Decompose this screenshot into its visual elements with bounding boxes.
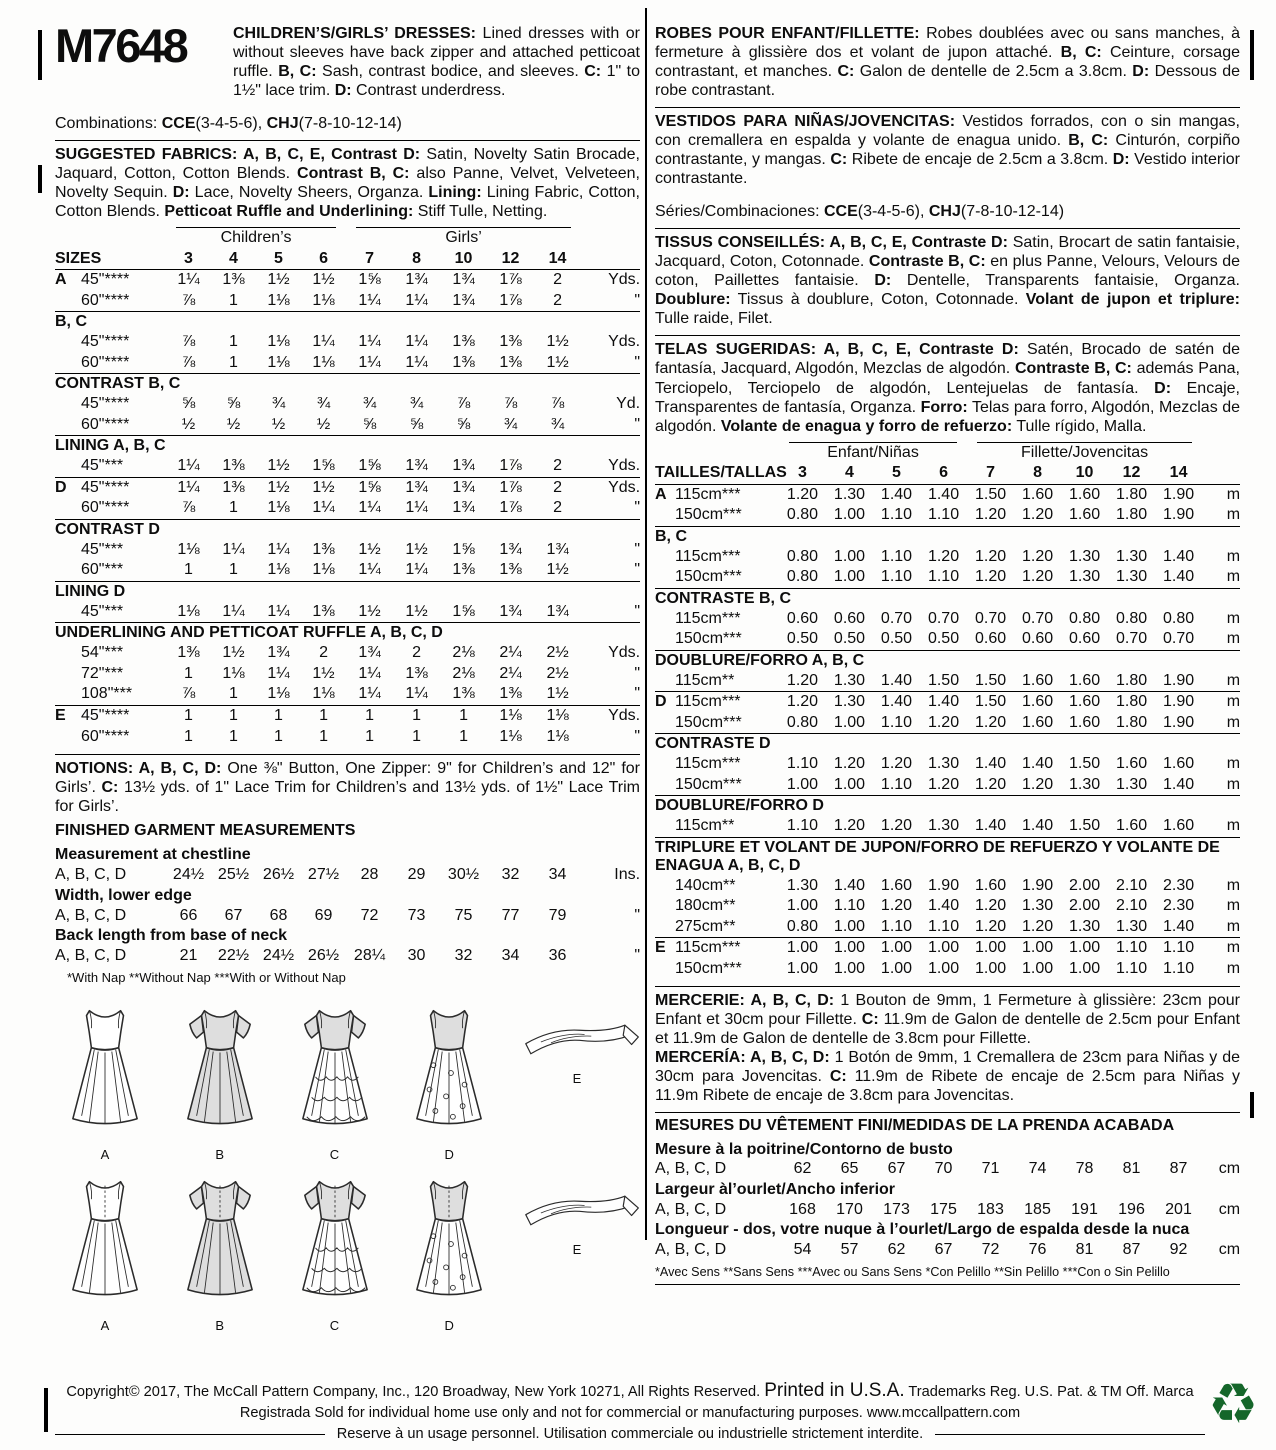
table-row: A 45"**** 1¼ 1⅜ 1½ 1½ 1⅝ 1¾ 1¾ 1⅞ 2 Yds. <box>55 270 640 291</box>
description-en: CHILDREN’S/GIRLS’ DRESSES: Lined dresses with or without sleeves have back zipper and attached petticoat ruffle. B, C: Sash, contrast bodice, and sleeves. C: 1" to 1½" lace trim. D: Contrast underdress. <box>233 25 640 100</box>
table-row: A, B, C, D 24½ 25½ 26½ 27½ 28 29 30½ 32 34 Ins. <box>55 866 641 884</box>
table-section-row: CONTRAST B, C <box>55 374 640 394</box>
table-section-row: Width, lower edge <box>55 886 192 904</box>
dress-b-back-illustration <box>170 1170 270 1333</box>
table-row: A, B, C, D 21 22½ 24½ 26½ 28¼ 30 32 34 36 " <box>55 947 641 965</box>
table-row: 115cm*** 0.80 1.00 1.10 1.20 1.20 1.20 1.30 1.30 1.40 m <box>675 547 1241 565</box>
sash-e-drawing <box>514 1015 640 1069</box>
dress-b-illustration <box>170 999 270 1162</box>
footer <box>55 1380 1205 1442</box>
table-row: A, B, C, D 66 67 68 69 72 73 75 77 79 " <box>55 906 641 924</box>
dress-b-drawing <box>170 999 270 1145</box>
tissus-conseilles: TISSUS CONSEILLÉS: A, B, C, E, Contraste D: Satin, Brocart de satin fantaisie, Jacquard, Coton, Cotonnade. Contraste B, C: en plus Panne, Velours, Velours de coton, Paillettes fantaisie. D: Dentelle, Transparents fantaisie, Organza. Doublure: Tissus à doublure, Coton, Cotonnade. Volant de jupon et triplure: Tulle raide, Filet. <box>655 228 1240 328</box>
registration-mark <box>1250 1092 1254 1118</box>
table-row: 45"*** 1¼ 1⅜ 1½ 1⅝ 1⅝ 1¾ 1¾ 1⅞ 2 Yds. <box>81 457 641 475</box>
sash-e-illustration <box>514 1015 640 1086</box>
dress-c-back-drawing <box>285 1170 385 1316</box>
header <box>55 19 640 100</box>
registration-mark <box>38 165 42 193</box>
table-row: 54"*** 1⅜ 1½ 1¾ 2 1¾ 2 2⅛ 2¼ 2½ Yds. <box>81 644 641 662</box>
sash-e-back-drawing <box>514 1186 640 1240</box>
dress-label: D <box>444 1317 454 1333</box>
dress-a-drawing <box>55 999 155 1145</box>
description-fr: ROBES POUR ENFANT/FILLETTE: Robes doublées avec ou sans manches, à fermeture à glissière dos et volant de jupon attaché. B, C: Ceinture, corsage contrastant, et manches. C: Galon de dentelle de 2.5cm a 3.8cm. D: Dessous de robe contrastant. <box>655 25 1241 100</box>
french-spanish-column <box>655 24 1240 1285</box>
dress-d-illustration <box>399 999 499 1162</box>
dress-label: C <box>329 1317 340 1333</box>
group-header-enfant: Enfant/Niñas <box>779 441 967 464</box>
finished-measurements-table-en <box>55 845 640 966</box>
table-row: 275cm** 0.80 1.00 1.10 1.10 1.20 1.20 1.30 1.30 1.40 m <box>675 917 1241 935</box>
table-row: 60"**** ⅞ 1 1⅛ 1⅛ 1¼ 1¼ 1¾ 1⅞ 2 " <box>81 291 641 309</box>
column-divider <box>645 8 647 1240</box>
table-row: SIZES 3 4 5 6 7 8 10 12 14 <box>55 249 567 267</box>
dress-label: E <box>572 1241 582 1257</box>
dress-b-back-drawing <box>170 1170 270 1316</box>
registration-mark <box>38 30 42 80</box>
table-section-row: DOUBLURE/FORRO D <box>655 796 1240 816</box>
dress-c-illustration <box>285 999 385 1162</box>
mesures-title: MESURES DU VÊTEMENT FINI/MEDIDAS DE LA PRENDA ACABADA <box>655 1112 1240 1135</box>
yardage-table-en <box>55 226 640 747</box>
table-section-row: CONTRASTE B, C <box>655 588 1240 608</box>
dress-a-back-drawing <box>55 1170 155 1316</box>
home-use-line: Registrada Sold for individual home use only and not for commercial or manufacturing purposes. www.mccallpattern.com <box>239 1405 1021 1421</box>
table-row: 60"**** ½ ½ ½ ½ ⅝ ⅝ ⅝ ¾ ¾ " <box>81 415 641 433</box>
table-section-row: Longueur - dos, votre nuque à l’ourlet/Largo de espalda desde la nuca <box>655 1221 1190 1239</box>
printed-in-usa: Printed in U.S.A. <box>764 1380 905 1401</box>
group-header-childrens: Children’s <box>166 226 346 249</box>
table-section-row: LINING A, B, C <box>55 436 640 456</box>
group-header-row <box>55 226 640 249</box>
dress-label: D <box>444 1146 454 1162</box>
table-row: A 115cm*** 1.20 1.30 1.40 1.40 1.50 1.60 1.60 1.80 1.90 m <box>655 484 1240 505</box>
table-row: 72"*** 1 1⅛ 1¼ 1½ 1¼ 1⅜ 2⅛ 2¼ 2½ " <box>81 664 641 682</box>
table-row: A, B, C, D 168 170 173 175 183 185 191 196 201 cm <box>655 1200 1241 1218</box>
dress-c-back-illustration <box>285 1170 385 1333</box>
table-section-row: DOUBLURE/FORRO A, B, C <box>655 650 1240 670</box>
dress-c-drawing <box>285 999 385 1145</box>
table-row: 140cm** 1.30 1.40 1.60 1.90 1.60 1.90 2.00 2.10 2.30 m <box>675 876 1241 894</box>
finished-measurements-table-metric <box>655 1140 1240 1261</box>
illustration-row-front <box>55 999 640 1162</box>
table-row: 150cm*** 0.50 0.50 0.50 0.50 0.60 0.60 0.60 0.70 0.70 m <box>675 630 1241 648</box>
table-row: TAILLES/TALLAS 3 4 5 6 7 8 10 12 14 <box>655 464 1188 482</box>
merceria: MERCERÍA: A, B, C, D: 1 Botón de 9mm, 1 Cremallera de 23cm para Niñas y de 30cm para Jovencitas. C: 11.9m de Ribete de encaje de 2.5cm para Niñas y 11.9m Ribete de encaje de 3.8cm para Jovencitas. <box>655 1049 1240 1105</box>
group-header-girls: Girls’ <box>346 226 581 249</box>
table-row: 115cm*** 0.60 0.60 0.70 0.70 0.70 0.70 0.80 0.80 0.80 m <box>675 609 1241 627</box>
table-row: 60"**** ⅞ 1 1⅛ 1¼ 1¼ 1¼ 1¾ 1⅞ 2 " <box>81 499 641 517</box>
sash-e-back-illustration <box>514 1186 640 1257</box>
table-section-row: B, C <box>655 526 1240 546</box>
dress-label: C <box>329 1146 340 1162</box>
recycle-icon: ♻ <box>1208 1372 1259 1435</box>
table-row: 45"*** 1⅛ 1¼ 1¼ 1⅜ 1½ 1½ 1⅝ 1¾ 1¾ " <box>81 540 641 558</box>
yardage-table-metric <box>655 441 1240 980</box>
dress-label: B <box>215 1146 225 1162</box>
table-row: 60"**** 1 1 1 1 1 1 1 1⅛ 1⅛ " <box>81 727 641 745</box>
series-line: Séries/Combinaciones: CCE(3-4-5-6), CHJ(7-8-10-12-14) <box>655 203 1065 221</box>
table-section-row: CONTRAST D <box>55 520 640 540</box>
sens-pelillo-footnote: *Avec Sens **Sans Sens ***Avec ou Sans Sens *Con Pelillo **Sin Pelillo ***Con o Sin Pelillo <box>655 1265 1240 1285</box>
table-section-row: Back length from base of neck <box>55 927 288 945</box>
notions: NOTIONS: A, B, C, D: One ⅜" Button, One Zipper: 9" for Children’s and 12" for Girls’. C: 13½ yds. of 1" Lace Trim for Children’s and 13½ yds. of 1½" Lace Trim for Girls’. <box>55 754 640 816</box>
table-row: 150cm*** 0.80 1.00 1.10 1.20 1.20 1.60 1.60 1.80 1.90 m <box>675 713 1241 731</box>
illustration-row-back <box>55 1170 640 1333</box>
registration-mark <box>44 1388 48 1432</box>
telas-sugeridas: TELAS SUGERIDAS: A, B, C, E, Contraste D: Satén, Brocado de satén de fantasía, Jacquard, Algodón, Mezclas de algodón. Contraste B, C: además Pana, Terciopelo, Terciopelo de algodón, Lentejuelas de fantasía. D: Encaje, Transparentes de fantasía, Organza. Forro: Telas para forro, Algodón, Mezclas de algodón. Volante de enagua y forro de refuerzo: Tulle rígido, Malla. <box>655 335 1240 435</box>
table-section-row: Largeur àl’ourlet/Ancho inferior <box>655 1180 896 1198</box>
table-row: E 45"**** 1 1 1 1 1 1 1 1⅛ 1⅛ Yds. <box>55 706 640 727</box>
copyright-text: Copyright© 2017, The McCall Pattern Company, Inc., 120 Broadway, New York 10271, All Rights Reserved. <box>66 1384 765 1400</box>
dress-label: A <box>100 1317 110 1333</box>
table-row: 150cm*** 0.80 1.00 1.10 1.10 1.20 1.20 1.30 1.30 1.40 m <box>675 568 1241 586</box>
table-section-row: UNDERLINING AND PETTICOAT RUFFLE A, B, C, D <box>55 623 640 643</box>
combinations-line: Combinations: CCE(3-4-5-6), CHJ(7-8-10-12-14) <box>55 115 402 133</box>
table-row: 60"*** 1 1 1⅛ 1⅛ 1¼ 1¼ 1⅜ 1⅜ 1½ " <box>81 561 641 579</box>
table-row: 180cm** 1.00 1.10 1.20 1.40 1.20 1.30 2.00 2.10 2.30 m <box>675 897 1241 915</box>
dress-a-back-illustration <box>55 1170 155 1333</box>
group-header-row <box>655 441 1240 464</box>
nap-footnote: *With Nap **Without Nap ***With or Without Nap <box>67 969 346 985</box>
table-section-row: Measurement at chestline <box>55 846 251 864</box>
trademark-text: Trademarks Reg. U.S. Pat. & TM Off. Marca <box>904 1384 1194 1400</box>
table-section-row: CONTRASTE D <box>655 734 1240 754</box>
table-section-row: TRIPLURE ET VOLANT DE JUPON/FORRO DE REFUERZO Y VOLANTE DE ENAGUA A, B, C, D <box>655 837 1240 875</box>
table-section-row: B, C <box>55 312 640 332</box>
english-column <box>55 19 641 1333</box>
suggested-fabrics: SUGGESTED FABRICS: A, B, C, E, Contrast D: Satin, Novelty Satin Brocade, Jaquard, Cotton, Cotton Blends. Contrast B, C: also Panne, Velvet, Velveteen, Novelty Sequin. D: Lace, Novelty Sheers, Organza. Lining: Lining Fabric, Cotton, Cotton Blends. Petticoat Ruffle and Underlining: Stiff Tulle, Netting. <box>55 140 640 221</box>
mercerie: MERCERIE: A, B, C, D: 1 Bouton de 9mm, 1 Fermeture à glissière: 23cm pour Enfant et 30cm pour Fillette. C: 11.9m de Galon de dentelle de 2.5cm pour Enfant et 11.9m de Galon de dentelle de 3.8cm pour Fillette. <box>655 986 1240 1048</box>
table-section-row: Mesure à la poitrine/Contorno de busto <box>655 1140 953 1158</box>
registration-mark <box>1250 30 1254 80</box>
dress-illustrations <box>55 999 640 1333</box>
table-row: A, B, C, D 54 57 62 67 72 76 81 87 92 cm <box>655 1241 1241 1259</box>
table-section-row: LINING D <box>55 582 640 602</box>
table-row: 45"**** ⅝ ⅝ ¾ ¾ ¾ ¾ ⅞ ⅞ ⅞ Yd. <box>81 395 641 413</box>
table-row: 45"**** ⅞ 1 1⅛ 1¼ 1¼ 1¼ 1⅜ 1⅜ 1½ Yds. <box>81 333 641 351</box>
table-row: A, B, C, D 62 65 67 70 71 74 78 81 87 cm <box>655 1160 1241 1178</box>
table-row: 45"*** 1⅛ 1¼ 1¼ 1⅜ 1½ 1½ 1⅝ 1¾ 1¾ " <box>81 602 641 620</box>
dress-a-illustration <box>55 999 155 1162</box>
table-row: 150cm*** 1.00 1.00 1.10 1.20 1.20 1.20 1.30 1.30 1.40 m <box>675 775 1241 793</box>
table-row: 150cm*** 1.00 1.00 1.00 1.00 1.00 1.00 1.00 1.10 1.10 m <box>675 959 1241 977</box>
dress-d-back-drawing <box>399 1170 499 1316</box>
dress-label: E <box>572 1070 582 1086</box>
description-es: VESTIDOS PARA NIÑAS/JOVENCITAS: Vestidos forrados, con o sin mangas, con cremallera en espalda y volante de enagua unido. B, C: Cinturón, corpiño contrastante, y mangas. C: Ribete de encaje de 2.5cm a 3.8cm. D: Vestido interior contrastante. <box>655 107 1240 188</box>
pattern-number: M7648 <box>55 19 187 72</box>
table-row: 115cm** 1.20 1.30 1.40 1.50 1.50 1.60 1.60 1.80 1.90 m <box>675 671 1241 689</box>
table-row: D 45"**** 1¼ 1⅜ 1½ 1½ 1⅝ 1¾ 1¾ 1⅞ 2 Yds. <box>55 477 640 498</box>
reserve-line <box>55 1426 1205 1442</box>
table-row: 60"**** ⅞ 1 1⅛ 1⅛ 1¼ 1¼ 1⅜ 1⅜ 1½ " <box>81 353 641 371</box>
group-header-fillette: Fillette/Jovencitas <box>967 441 1202 464</box>
dress-d-drawing <box>399 999 499 1145</box>
table-row: E 115cm*** 1.00 1.00 1.00 1.00 1.00 1.00 1.00 1.10 1.10 m <box>655 938 1240 959</box>
dress-label: B <box>215 1317 225 1333</box>
reserve-text: Reserve à un usage personnel. Utilisation commerciale ou industrielle strictement interdite. <box>336 1426 924 1442</box>
dress-d-back-illustration <box>399 1170 499 1333</box>
table-row: 108"*** ⅞ 1 1⅛ 1⅛ 1¼ 1¼ 1⅜ 1⅜ 1½ " <box>81 685 641 703</box>
fgm-title: FINISHED GARMENT MEASUREMENTS <box>55 822 356 840</box>
table-row: 115cm** 1.10 1.20 1.20 1.30 1.40 1.40 1.50 1.60 1.60 m <box>675 817 1241 835</box>
table-row: 150cm*** 0.80 1.00 1.10 1.10 1.20 1.20 1.60 1.80 1.90 m <box>675 506 1241 524</box>
dress-label: A <box>100 1146 110 1162</box>
table-row: D 115cm*** 1.20 1.30 1.40 1.40 1.50 1.60 1.60 1.80 1.90 m <box>655 692 1240 713</box>
table-row: 115cm*** 1.10 1.20 1.20 1.30 1.40 1.40 1.50 1.60 1.60 m <box>675 755 1241 773</box>
copyright-line <box>55 1380 1205 1402</box>
